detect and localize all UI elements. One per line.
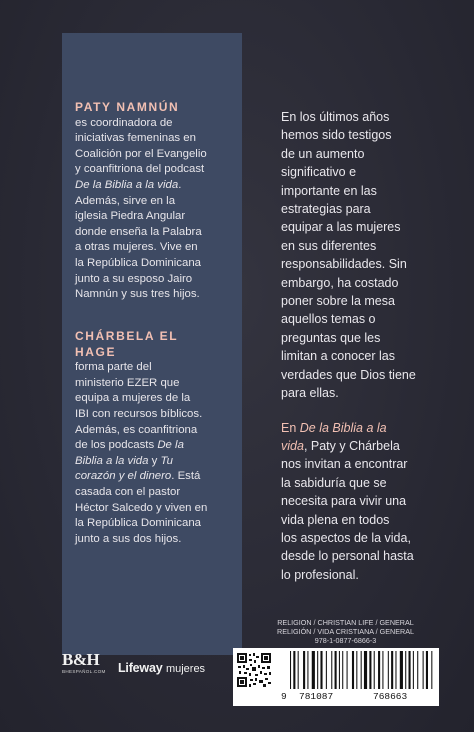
author-bio-charbela xyxy=(75,329,240,547)
text-line: de los podcasts De la xyxy=(75,439,184,452)
text-line: casada con el pastor xyxy=(75,485,181,498)
text-line: junto a sus dos hijos. xyxy=(75,532,182,545)
barcode-label xyxy=(233,648,439,706)
text-line: Además, es coanfitriona xyxy=(75,423,198,436)
text-line: De la Biblia a la vida. xyxy=(75,178,182,191)
book-title-ref-b: vida xyxy=(281,438,304,453)
text-line: y coanfitriona del podcast xyxy=(75,163,205,176)
text-line: a otras mujeres. Vive en xyxy=(75,241,198,254)
author-name-line2: HAGE xyxy=(75,344,117,359)
text-line: la República Dominicana xyxy=(75,256,201,269)
text-line: Además, sirve en la xyxy=(75,194,176,207)
author-bio-text xyxy=(75,116,240,303)
book-description xyxy=(281,108,431,600)
bisac-categories xyxy=(258,618,433,646)
category-es: RELIGIÓN / VIDA CRISTIANA / GENERAL xyxy=(277,627,414,637)
description-paragraph-1: En los últimos años hemos sido testigos de un aumento significativo e importante en las estrategias para equipar a las mujeres en sus diferentes responsabilidades. Sin embargo, ha costado poner sobre la mesa aquellos temas o preguntas que les limitan a conocer las verdades que Dios tiene para ellas. xyxy=(281,110,416,401)
text-line: equipa a mujeres de la xyxy=(75,392,191,405)
text-line: corazón y el dinero. Está xyxy=(75,470,201,483)
isbn: 978-1-0877-6866-3 xyxy=(314,636,377,646)
text-line: la República Dominicana xyxy=(75,517,201,530)
author-bio-text xyxy=(75,360,240,547)
text-line: IBI con recursos bíblicos. xyxy=(75,407,203,420)
text-line: iglesia Piedra Angular xyxy=(75,210,186,223)
para2-prefix: En xyxy=(281,420,300,435)
text-line: Héctor Salcedo y viven en xyxy=(75,501,208,514)
barcode-digit-first: 9 xyxy=(281,691,287,702)
barcode-digits-right: 768663 xyxy=(373,691,408,702)
lifeway-logo xyxy=(118,661,205,675)
text-line: Namnún y sus tres hijos. xyxy=(75,288,200,301)
category-en: RELIGION / CHRISTIAN LIFE / GENERAL xyxy=(277,618,414,627)
bh-logo-url: BHESPAÑOL.COM xyxy=(62,669,106,674)
author-name: PATY NAMNÚN xyxy=(75,100,180,114)
text-line: es coordinadora de xyxy=(75,116,173,129)
book-title-ref-a: De la Biblia a la xyxy=(299,420,387,435)
author-bio-paty xyxy=(75,100,240,303)
barcode-digits-left: 781087 xyxy=(299,691,334,702)
author-name-line1: CHÁRBELA EL xyxy=(75,329,179,343)
text-line: junto a su esposo Jairo xyxy=(75,272,193,285)
description-paragraph-2: En De la Biblia a la vida, Paty y Chárbela nos invitan a encontrar la sabiduría que se necesita para vivir una vida plena en todos los aspectos de la vida, desde lo personal hasta lo profesional. xyxy=(281,420,414,582)
text-line: forma parte del xyxy=(75,361,152,374)
text-line: Coalición por el Evangelio xyxy=(75,147,207,160)
qr-code-icon xyxy=(236,652,272,688)
bh-logo xyxy=(62,650,106,674)
para2-after-title: , Paty y Chárbela xyxy=(303,438,400,453)
text-line: ministerio EZER que xyxy=(75,376,180,389)
lifeway-logo-bold: Lifeway xyxy=(118,661,163,675)
text-line: Biblia a la vida y Tu xyxy=(75,454,173,467)
text-line: iniciativas femeninas en xyxy=(75,132,196,145)
text-line: donde enseña la Palabra xyxy=(75,225,202,238)
barcode-bars xyxy=(288,651,438,689)
lifeway-logo-light: mujeres xyxy=(165,663,206,675)
bh-logo-mark: B&H xyxy=(62,650,100,669)
